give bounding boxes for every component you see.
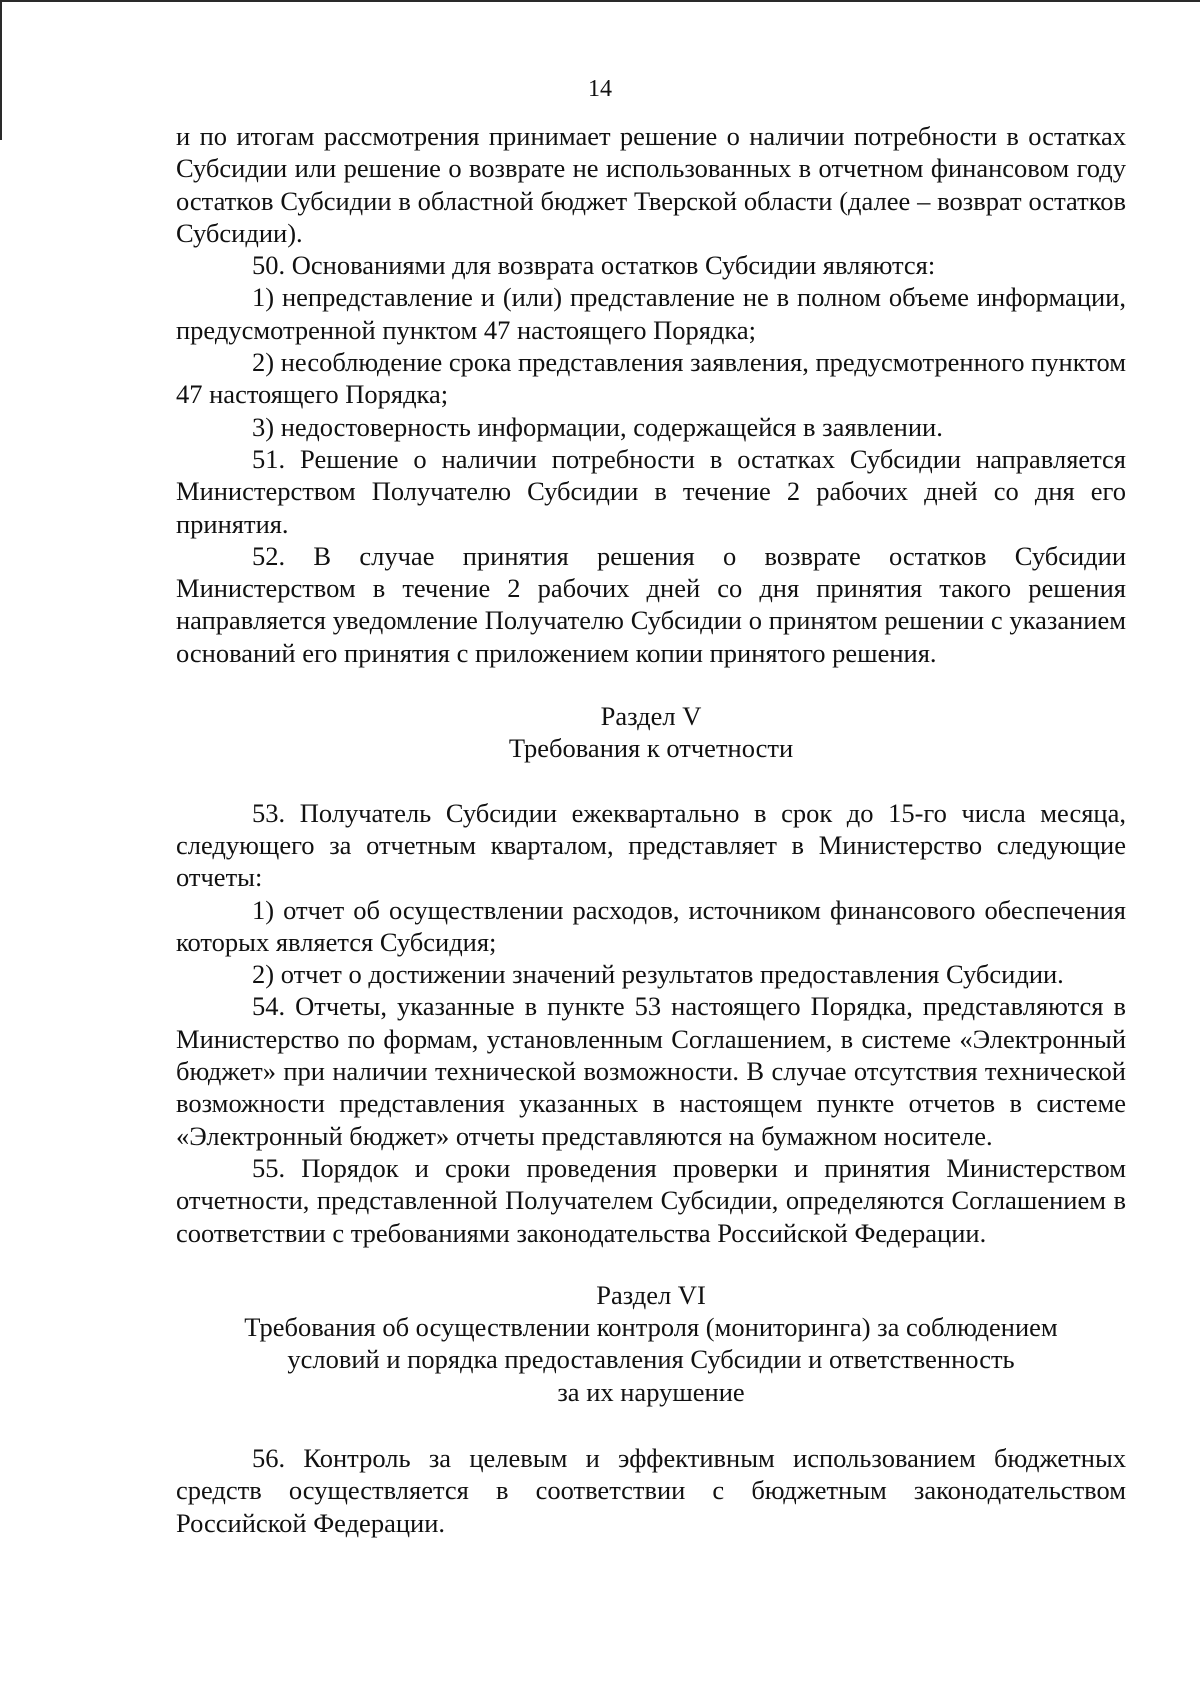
scan-edge-left <box>0 0 2 140</box>
section-6-label: Раздел VI <box>596 1279 706 1310</box>
paragraph-50: 50. Основаниями для возврата остатков Субсидии являются: <box>252 250 936 281</box>
page-number: 14 <box>588 76 612 102</box>
paragraph-50-item-3: 3) недостоверность информации, содержащейся в заявлении. <box>252 411 943 442</box>
section-6-title-line-2: условий и порядка предоставления Субсидии и ответственность <box>287 1344 1015 1375</box>
paragraph-54: 54. Отчеты, указанные в пункте 53 настоящего Порядка, представляются в Министерство по формам, установленным Соглашением, в системе «Электронный бюджет» при наличии технической возможности. В случае отсутствия технической возможности представления указанных в настоящем пункте отчетов в системе «Электронный бюджет» отчеты представляются на бумажном носителе. <box>176 991 1126 1151</box>
section-5-label: Раздел V <box>600 701 702 732</box>
paragraph-51: 51. Решение о наличии потребности в остатках Субсидии направляется Министерством Получателю Субсидии в течение 2 рабочих дней со дня его принятия. <box>176 443 1126 539</box>
paragraph-55: 55. Порядок и сроки проведения проверки и принятия Министерством отчетности, представленной Получателем Субсидии, определяются Соглашением в соответствии с требованиями законодательства Российской Федерации. <box>176 1152 1126 1248</box>
paragraph-52: 52. В случае принятия решения о возврате остатков Субсидии Министерством в течение 2 рабочих дней со дня принятия такого решения направляется уведомление Получателю Субсидии о принятом решении с указанием оснований его принятия с приложением копии принятого решения. <box>176 540 1126 668</box>
paragraph-50-item-1: 1) непредставление и (или) представление не в полном объеме информации, предусмотренной пунктом 47 настоящего Порядка; <box>176 282 1126 345</box>
section-6-title-line-3: за их нарушение <box>557 1376 745 1407</box>
paragraph-continuation: и по итогам рассмотрения принимает решение о наличии потребности в остатках Субсидии или решение о возврате не использованных в отчетном финансовом году остатков Субсидии в областной бюджет Тверской области (далее – возврат остатков Субсидии). <box>176 121 1126 248</box>
scan-edge-top <box>0 0 1200 2</box>
document-body <box>176 120 1126 1539</box>
paragraph-56: 56. Контроль за целевым и эффективным использованием бюджетных средств осуществляется в соответствии с бюджетным законодательством Российской Федерации. <box>176 1442 1126 1538</box>
paragraph-53: 53. Получатель Субсидии ежеквартально в срок до 15-го числа месяца, следующего за отчетным кварталом, представляет в Министерство следующие отчеты: <box>176 797 1126 893</box>
paragraph-53-item-1: 1) отчет об осуществлении расходов, источником финансового обеспечения которых является Субсидия; <box>176 894 1126 957</box>
paragraph-50-item-2: 2) несоблюдение срока представления заявления, предусмотренного пунктом 47 настоящего Порядка; <box>176 347 1126 410</box>
section-5-title: Требования к отчетности <box>508 733 794 764</box>
paragraph-53-item-2: 2) отчет о достижении значений результатов предоставления Субсидии. <box>252 959 1064 990</box>
section-6-title-line-1: Требования об осуществлении контроля (мониторинга) за соблюдением <box>244 1312 1058 1343</box>
